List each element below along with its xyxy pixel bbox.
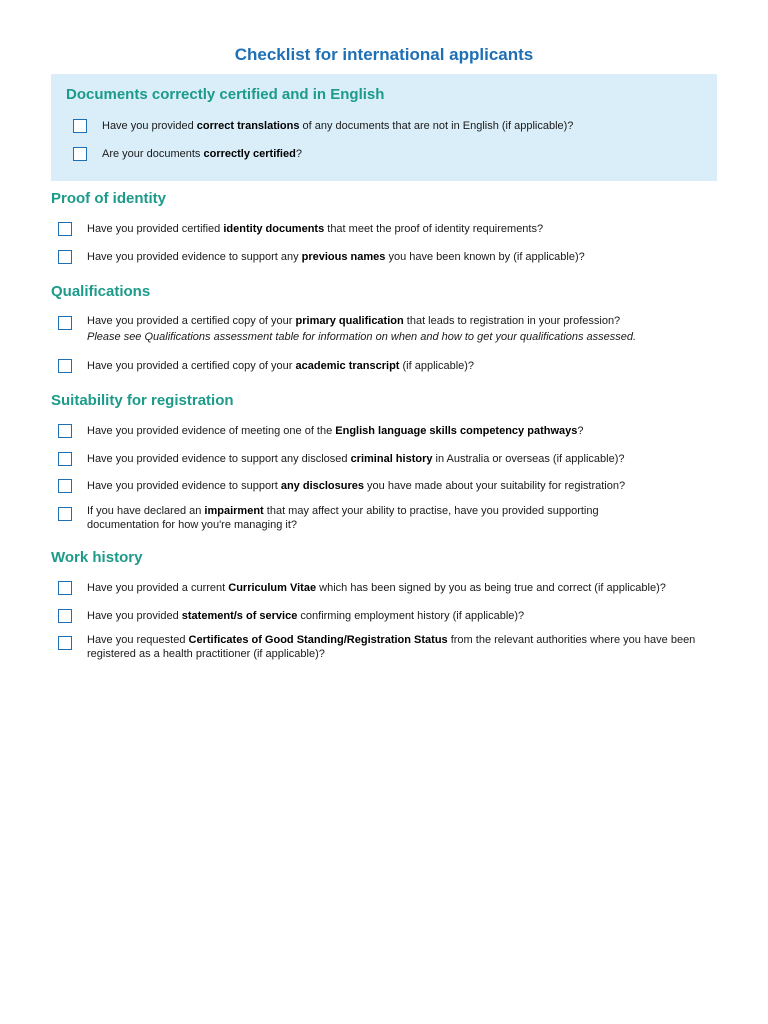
checkbox[interactable]: [58, 359, 72, 373]
item-text: Have you requested Certificates of Good Standing/Registration Status from the relevant authorities where you have been registered as a health practitioner (if applicable)?: [87, 634, 696, 660]
checkbox[interactable]: [58, 507, 72, 521]
item-text: Have you provided evidence to support any previous names you have been known by (if applicable)?: [87, 251, 585, 263]
checkbox[interactable]: [58, 222, 72, 236]
item-text: Have you provided a certified copy of your primary qualification that leads to registration in your profession?: [87, 315, 621, 327]
item-text: Have you provided correct translations of any documents that are not in English (if applicable)?: [102, 120, 574, 132]
section-heading-suitability: Suitability for registration: [51, 392, 234, 409]
section-heading-identity: Proof of identity: [51, 190, 166, 207]
item-text: Have you provided a certified copy of your academic transcript (if applicable)?: [87, 360, 475, 372]
documents-section: [51, 74, 717, 181]
section-heading-documents: Documents correctly certified and in English: [66, 86, 385, 103]
checkbox[interactable]: [58, 424, 72, 438]
checkbox[interactable]: [58, 636, 72, 650]
item-text: Have you provided a current Curriculum Vitae which has been signed by you as being true and correct (if applicable)?: [87, 582, 666, 594]
checkbox[interactable]: [58, 250, 72, 264]
item-text: Are your documents correctly certified?: [102, 148, 302, 160]
checkbox[interactable]: [58, 316, 72, 330]
item-text: If you have declared an impairment that may affect your ability to practise, have you provided supporting documentation for how you're managing it?: [87, 505, 599, 531]
item-text: Have you provided evidence of meeting one of the English language skills competency pathways?: [87, 425, 584, 437]
item-note: Please see Qualifications assessment table for information on when and how to get your qualifications assessed.: [87, 331, 637, 343]
item-text: Have you provided evidence to support any disclosures you have made about your suitability for registration?: [87, 480, 626, 492]
checkbox[interactable]: [58, 479, 72, 493]
checkbox[interactable]: [58, 609, 72, 623]
item-text: Have you provided certified identity documents that meet the proof of identity requirements?: [87, 223, 544, 235]
checkbox[interactable]: [58, 581, 72, 595]
checkbox[interactable]: [73, 147, 87, 161]
checkbox[interactable]: [58, 452, 72, 466]
section-heading-qualifications: Qualifications: [51, 283, 151, 300]
item-text: Have you provided statement/s of service confirming employment history (if applicable)?: [87, 610, 525, 622]
page-title: Checklist for international applicants: [234, 45, 534, 64]
checkbox[interactable]: [73, 119, 87, 133]
section-heading-work-history: Work history: [51, 549, 143, 566]
item-text: Have you provided evidence to support any disclosed criminal history in Australia or overseas (if applicable)?: [87, 453, 625, 465]
